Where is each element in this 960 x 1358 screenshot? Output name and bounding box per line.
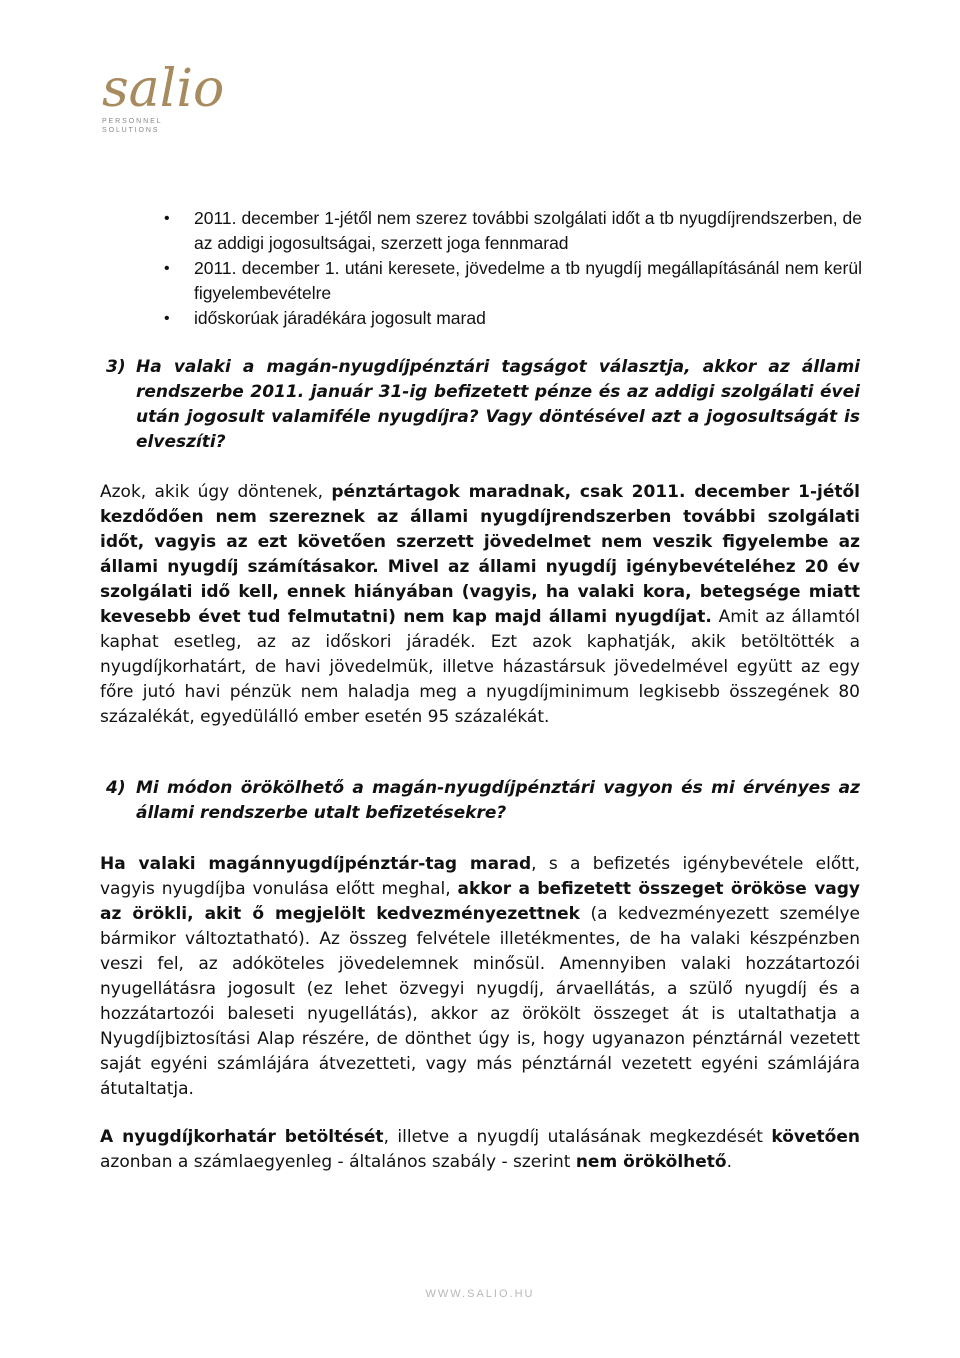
text-run: , illetve a nyugdíj utalásának megkezdését [383,1127,772,1147]
text-run: azonban a számlaegyenleg - általános szabály - szerint [100,1152,576,1172]
bold-text-run: pénztártagok maradnak, csak 2011. december 1-jétől kezdődően nem szereznek az állami nyugdíjrendszerben további szolgálati időt, vagyis az ezt követően szerzett jövedelmet nem veszik figyelembe az állami nyugdíj számításakor. Mivel az állami nyugdíj igénybevételéhez 20 év szolgálati idő kell, ennek hiányában (vagyis, ha valaki kora, betegsége miatt kevesebb évet tud felmutatni) nem kap majd állami nyugdíjat. [100,482,860,627]
text-run: (a kedvezményezett személye bármikor változtatható). Az összeg felvétele illetékmentes, de ha valaki készpénzben veszi fel, az adóköteles jövedelemnek minősül. Amennyiben valaki hozzátartozói nyugellátásra jogosult (ez lehet özvegyi nyugdíj, árvaellátás, a szülő nyugdíj és a hozzátartozói baleseti nyugellátás), akkor az örökölt összeget át is utaltathatja a Nyugdíjbiztosítási Alap részére, de dönthet úgy is, hogy ugyanazon pénztárnál vezetett saját egyéni számlájára átvezetteti, vagy más pénztárnál vezetett egyéni számlájára átutaltatja. [100,904,860,1099]
text-run: . [726,1152,733,1172]
text-run: , s a befizetés igénybevétele előtt, vagyis nyugdíjba vonulása előtt meghal, [100,854,860,899]
answer-3-paragraph [100,480,860,730]
bullet-item: • 2011. december 1-jétől nem szerez további szolgálati időt a tb nyugdíjrendszerben, de az addigi jogosultságai, szerzett joga fennmarad [164,206,862,256]
bullet-item: • 2011. december 1. utáni keresete, jövedelme a tb nyugdíj megállapításánál nem kerül figyelembevételre [164,256,862,306]
bold-text-run: Ha valaki magánnyugdíjpénztár-tag marad [100,854,532,874]
footer-url: WWW.SALIO.HU [425,1288,535,1300]
question-number: 4) [106,778,126,798]
bullet-item: • időskorúak járadékára jogosult marad [164,306,862,331]
bold-text-run: A nyugdíjkorhatár betöltését [100,1127,384,1147]
question-number: 3) [106,357,126,377]
logo-sub-line2: S O L U T I O N S [102,127,158,134]
inheritance-rule-paragraph [100,1125,860,1175]
question-text: Mi módon örökölhető a magán-nyugdíjpénztári vagyon és mi érvényes az állami rendszerbe utalt befizetésekre? [136,778,860,823]
answer-4-paragraph [100,852,860,1102]
question-text: Ha valaki a magán-nyugdíjpénztári tagságot választja, akkor az állami rendszerbe 2011. január 31-ig befizetett pénze és az addigi szolgálati évei után jogosult valamiféle nyugdíjra? Vagy döntésével azt a jogosultságát is elveszíti? [136,357,860,452]
text-run: Amit az államtól kaphat esetleg, az az időskori járadék. Ezt azok kaphatják, akik betöltötték a nyugdíjkorhatárt, de havi jövedelmük, illetve házastársuk jövedelmével együtt az egy főre jutó havi pénzük nem haladja meg a nyugdíjminimum legkisebb összegének 80 százalékát, egyedülálló ember esetén 95 százalékát. [100,607,861,727]
bullet-list [164,206,862,331]
logo-sub-line1: P E R S O N N E L [102,118,161,125]
question-4-heading [102,776,860,826]
logo-word: salio [102,59,225,119]
bold-text-run: nem örökölhető [575,1152,727,1172]
question-3-heading [102,355,860,455]
company-logo [100,48,232,136]
bold-text-run: követően [771,1127,860,1147]
text-run: Azok, akik úgy döntenek, [100,482,332,502]
bold-text-run: akkor a befizetett összeget örököse vagy az örökli, akit ő megjelölt kedvezményezettnek [100,879,860,924]
salio-logo-graphic [100,48,232,136]
